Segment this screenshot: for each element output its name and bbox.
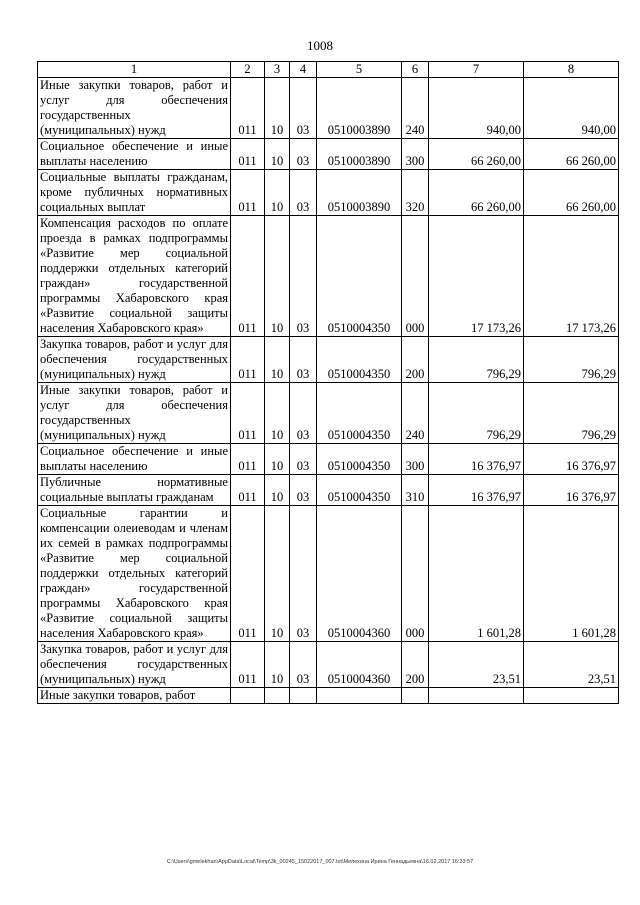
- expense-type-code: 240: [402, 78, 429, 139]
- budget-table: [37, 61, 619, 704]
- row-description: Социальные гарантии и компенсации олеиеводам и членам их семей в рамках подпрограммы «Развитие мер социальной поддержки отдельных категорий граждан» государственной программы Хабаровского края «Развитие социальной защиты населения Хабаровского края»: [38, 506, 231, 642]
- subsection-code: 03: [290, 444, 317, 475]
- amount-col-7: 16 376,97: [429, 444, 524, 475]
- expense-type-code: 320: [402, 170, 429, 216]
- target-article-code: 0510004350: [317, 475, 402, 506]
- subsection-code: 03: [290, 475, 317, 506]
- empty-cell: [231, 688, 265, 704]
- expense-type-code: 300: [402, 139, 429, 170]
- amount-col-8: 796,29: [524, 337, 619, 383]
- section-code: 10: [265, 139, 290, 170]
- ministry-code: 011: [231, 216, 265, 337]
- amount-col-7: 66 260,00: [429, 139, 524, 170]
- section-code: 10: [265, 170, 290, 216]
- amount-col-7: 16 376,97: [429, 475, 524, 506]
- target-article-code: 0510004350: [317, 337, 402, 383]
- section-code: 10: [265, 78, 290, 139]
- empty-cell: [290, 688, 317, 704]
- target-article-code: 0510004350: [317, 383, 402, 444]
- table-row: [38, 642, 619, 688]
- section-code: 10: [265, 216, 290, 337]
- ministry-code: 011: [231, 642, 265, 688]
- table-row: [38, 170, 619, 216]
- section-code: 10: [265, 475, 290, 506]
- amount-col-8: 23,51: [524, 642, 619, 688]
- row-description: Социальное обеспечение и иные выплаты населению: [38, 444, 231, 475]
- target-article-code: 0510004350: [317, 216, 402, 337]
- amount-col-8: 66 260,00: [524, 139, 619, 170]
- page-number: 1008: [307, 38, 333, 53]
- col-header-8: 8: [524, 62, 619, 78]
- col-header-6: 6: [402, 62, 429, 78]
- empty-cell: [429, 688, 524, 704]
- expense-type-code: 300: [402, 444, 429, 475]
- target-article-code: 0510003890: [317, 170, 402, 216]
- ministry-code: 011: [231, 444, 265, 475]
- amount-col-7: 66 260,00: [429, 170, 524, 216]
- row-description: Закупка товаров, работ и услуг для обеспечения государственных (муниципальных) нужд: [38, 337, 231, 383]
- empty-cell: [265, 688, 290, 704]
- table-row: [38, 444, 619, 475]
- col-header-1: 1: [38, 62, 231, 78]
- table-row: [38, 475, 619, 506]
- row-description-partial: Иные закупки товаров, работ: [38, 688, 231, 704]
- amount-col-8: 16 376,97: [524, 475, 619, 506]
- partial-table-row: [38, 688, 619, 704]
- row-description: Социальное обеспечение и иные выплаты населению: [38, 139, 231, 170]
- amount-col-7: 1 601,28: [429, 506, 524, 642]
- ministry-code: 011: [231, 170, 265, 216]
- amount-col-7: 940,00: [429, 78, 524, 139]
- subsection-code: 03: [290, 506, 317, 642]
- ministry-code: 011: [231, 506, 265, 642]
- amount-col-7: 796,29: [429, 383, 524, 444]
- expense-type-code: 200: [402, 337, 429, 383]
- amount-col-7: 23,51: [429, 642, 524, 688]
- table-row: [38, 139, 619, 170]
- row-description: Публичные нормативные социальные выплаты гражданам: [38, 475, 231, 506]
- amount-col-8: 17 173,26: [524, 216, 619, 337]
- subsection-code: 03: [290, 170, 317, 216]
- row-description: Иные закупки товаров, работ и услуг для обеспечения государственных (муниципальных) нужд: [38, 78, 231, 139]
- table-row: [38, 383, 619, 444]
- amount-col-8: 940,00: [524, 78, 619, 139]
- ministry-code: 011: [231, 475, 265, 506]
- target-article-code: 0510004360: [317, 642, 402, 688]
- col-header-4: 4: [290, 62, 317, 78]
- col-header-3: 3: [265, 62, 290, 78]
- col-header-7: 7: [429, 62, 524, 78]
- row-description: Закупка товаров, работ и услуг для обеспечения государственных (муниципальных) нужд: [38, 642, 231, 688]
- amount-col-8: 796,29: [524, 383, 619, 444]
- amount-col-8: 16 376,97: [524, 444, 619, 475]
- expense-type-code: 310: [402, 475, 429, 506]
- row-description: Компенсация расходов по оплате проезда в рамках подпрограммы «Развитие мер социальной поддержки отдельных категорий граждан» государственной программы Хабаровского края «Развитие социальной защиты населения Хабаровского края»: [38, 216, 231, 337]
- target-article-code: 0510003890: [317, 139, 402, 170]
- section-code: 10: [265, 642, 290, 688]
- subsection-code: 03: [290, 139, 317, 170]
- section-code: 10: [265, 337, 290, 383]
- table-row: [38, 506, 619, 642]
- amount-col-8: 1 601,28: [524, 506, 619, 642]
- subsection-code: 03: [290, 78, 317, 139]
- empty-cell: [317, 688, 402, 704]
- section-code: 10: [265, 506, 290, 642]
- table-row: [38, 78, 619, 139]
- section-code: 10: [265, 383, 290, 444]
- expense-type-code: 240: [402, 383, 429, 444]
- ministry-code: 011: [231, 337, 265, 383]
- target-article-code: 0510003890: [317, 78, 402, 139]
- target-article-code: 0510004350: [317, 444, 402, 475]
- row-description: Иные закупки товаров, работ и услуг для обеспечения государственных (муниципальных) нужд: [38, 383, 231, 444]
- subsection-code: 03: [290, 383, 317, 444]
- row-description: Социальные выплаты гражданам, кроме публичных нормативных социальных выплат: [38, 170, 231, 216]
- expense-type-code: 000: [402, 506, 429, 642]
- empty-cell: [524, 688, 619, 704]
- amount-col-7: 17 173,26: [429, 216, 524, 337]
- subsection-code: 03: [290, 642, 317, 688]
- table-row: [38, 337, 619, 383]
- amount-col-7: 796,29: [429, 337, 524, 383]
- ministry-code: 011: [231, 383, 265, 444]
- amount-col-8: 66 260,00: [524, 170, 619, 216]
- expense-type-code: 000: [402, 216, 429, 337]
- empty-cell: [402, 688, 429, 704]
- table-row: [38, 216, 619, 337]
- subsection-code: 03: [290, 337, 317, 383]
- target-article-code: 0510004360: [317, 506, 402, 642]
- file-path-footer: C:\Users\gmelekhan\AppData\Local\Temp\3k_00245_15022017_007.txt\Мелехина Ирина Геннадьевна\16.02.2017 16:33:57: [166, 859, 474, 865]
- ministry-code: 011: [231, 139, 265, 170]
- col-header-5: 5: [317, 62, 402, 78]
- ministry-code: 011: [231, 78, 265, 139]
- expense-type-code: 200: [402, 642, 429, 688]
- section-code: 10: [265, 444, 290, 475]
- col-header-2: 2: [231, 62, 265, 78]
- header-row: [38, 62, 619, 78]
- subsection-code: 03: [290, 216, 317, 337]
